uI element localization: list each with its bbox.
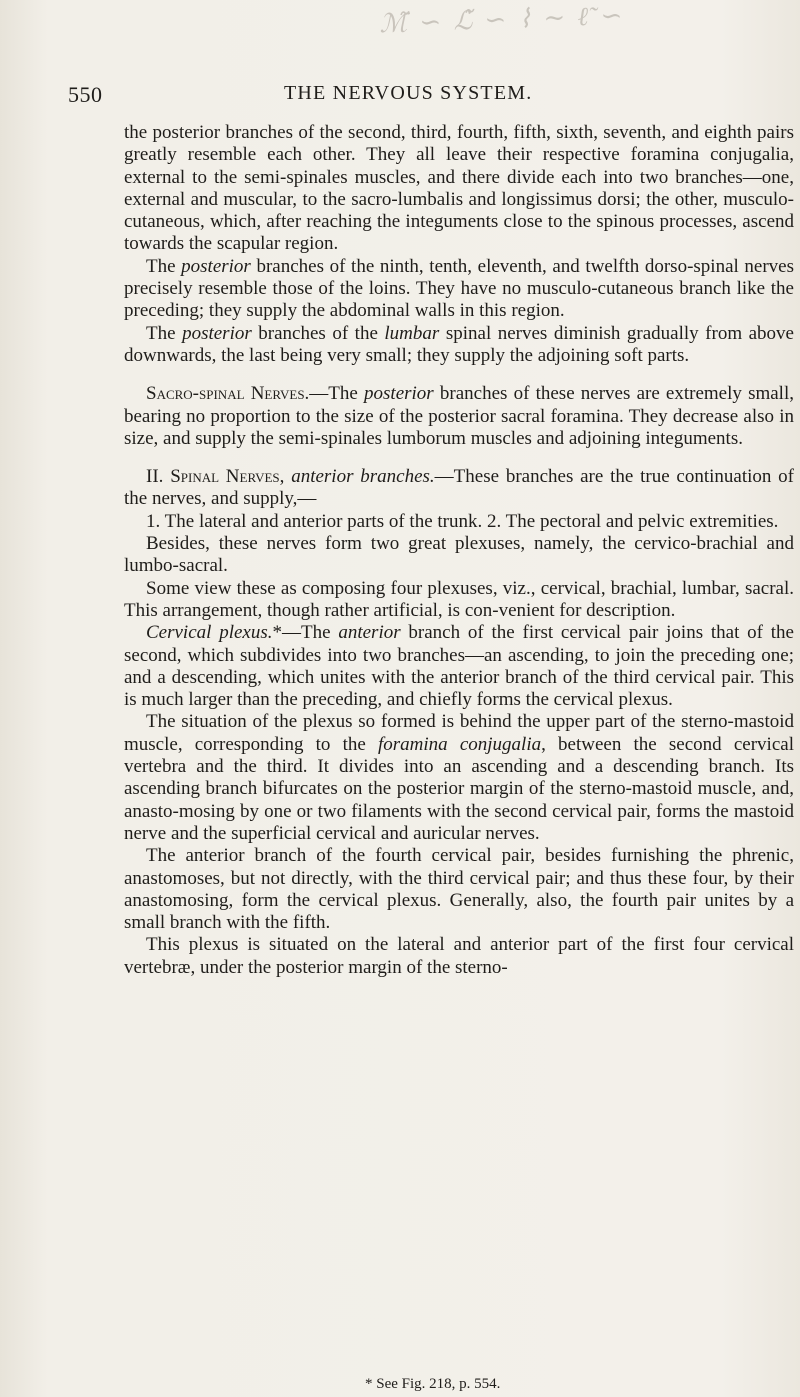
paragraph xyxy=(124,622,794,711)
text-run: This plexus is situated on the lateral and anterior part of the first four cervical vertebræ, under the posterior margin of the sterno- xyxy=(124,934,794,978)
text-run: branches of the ninth, tenth, eleventh, and twelfth dorso-spinal nerves precisely resemble those of the loins. They have no musculo-cutaneous branch like the preceding; they supply the abdominal walls in this region. xyxy=(124,255,794,322)
text-run: branches of the xyxy=(251,322,385,344)
paragraph xyxy=(124,323,794,368)
paragraph xyxy=(124,122,794,256)
page-number: 550 xyxy=(68,82,103,107)
paragraph xyxy=(124,845,794,934)
page-header xyxy=(68,82,738,110)
italic-term: posterior xyxy=(182,322,252,344)
paragraph xyxy=(124,466,794,511)
text-run: —These branches are the true continuation of the nerves, and supply,— xyxy=(124,466,794,510)
paragraph xyxy=(124,511,794,533)
section-heading: Spinal Nerves, xyxy=(170,466,285,488)
text-run: Some view these as composing four plexuses, viz., cervical, brachial, lumbar, sacral. This arrangement, though rather artificial, is con-venient for description. xyxy=(124,577,794,621)
text-run: II. xyxy=(146,466,171,488)
paragraph xyxy=(124,578,794,623)
running-head: THE NERVOUS SYSTEM. xyxy=(284,82,533,104)
text-run: Besides, these nerves form two great plexuses, namely, the cervico-brachial and lumbo-sacral. xyxy=(124,533,794,577)
paragraph xyxy=(124,533,794,578)
paragraph xyxy=(124,256,794,323)
italic-term: lumbar xyxy=(384,322,440,344)
italic-term: foramina conjugalia xyxy=(377,733,542,755)
text-run: the posterior branches of the second, third, fourth, fifth, sixth, seventh, and eighth pairs greatly resemble each other. They all leave their respective foramina conjugalia, external to the semi-spinales muscles, and there divide each into two branches—one, external and muscular, to the sacro-lumbalis and longissimus dorsi; the other, musculo-cutaneous, which, after reaching the integuments close to the spinous processes, ascend towards the scapular region. xyxy=(124,122,794,255)
italic-term: Cervical plexus. xyxy=(146,622,273,644)
italic-term: anterior branches. xyxy=(291,466,435,488)
text-run: The anterior branch of the fourth cervical pair, besides furnishing the phrenic, anastomoses, but not directly, with the third cervical pair; and thus these four, by their anastomosing, form the cervical plexus. Generally, also, the fourth pair unites by a small branch with the fifth. xyxy=(124,845,794,934)
text-run: branches of these nerves are extremely small, bearing no proportion to the size of the posterior sacral foramina. They decrease also in size, and supply the semi-spinales lumborum muscles and adjoining integuments. xyxy=(124,383,794,449)
paragraph xyxy=(124,383,794,450)
paragraph xyxy=(124,711,794,845)
text-run: The xyxy=(146,322,183,344)
italic-term: anterior xyxy=(338,622,401,644)
text-run: The xyxy=(146,255,182,277)
text-run: The situation of the plexus so formed is behind the upper part of the sterno-mastoid muscle, corresponding to the xyxy=(124,711,794,755)
text-run: *—The xyxy=(272,622,339,644)
handwritten-marginalia: ℳ̃ ∽ ℒ̃ ∽ ⌇ ∼ ℓ̃ ∽ xyxy=(378,0,625,40)
text-run: 1. The lateral and anterior parts of the trunk. 2. The pectoral and pelvic extremities. xyxy=(146,510,779,532)
faded-margin-notes xyxy=(0,180,120,500)
paragraph xyxy=(124,934,794,979)
italic-term: posterior xyxy=(181,255,251,277)
footnote: * See Fig. 218, p. 554. xyxy=(365,1376,501,1392)
text-run: branch of the first cervical pair joins that of the second, which subdivides into two branches—an ascending, to join the preceding one; and a descending, which unites with the anterior branch of the third cervical pair. This is much larger than the preceding, and chiefly forms the cervical plexus. xyxy=(124,622,794,711)
text-run: spinal nerves diminish gradually from above downwards, the last being very small; they supply the adjoining soft parts. xyxy=(124,322,794,366)
body-text xyxy=(124,122,794,979)
text-run: —The xyxy=(309,383,365,405)
text-run: , between the second cervical vertebra and the third. It divides into an ascending and a descending branch. Its ascending branch bifurcates on the posterior margin of the sterno-mastoid muscle, and, anasto-mosing by one or two filaments with the second cervical pair, forms the mastoid nerve and the superficial cervical and auricular nerves. xyxy=(124,733,794,844)
italic-term: posterior xyxy=(364,383,434,405)
section-heading: Sacro-spinal Nerves. xyxy=(146,383,310,405)
